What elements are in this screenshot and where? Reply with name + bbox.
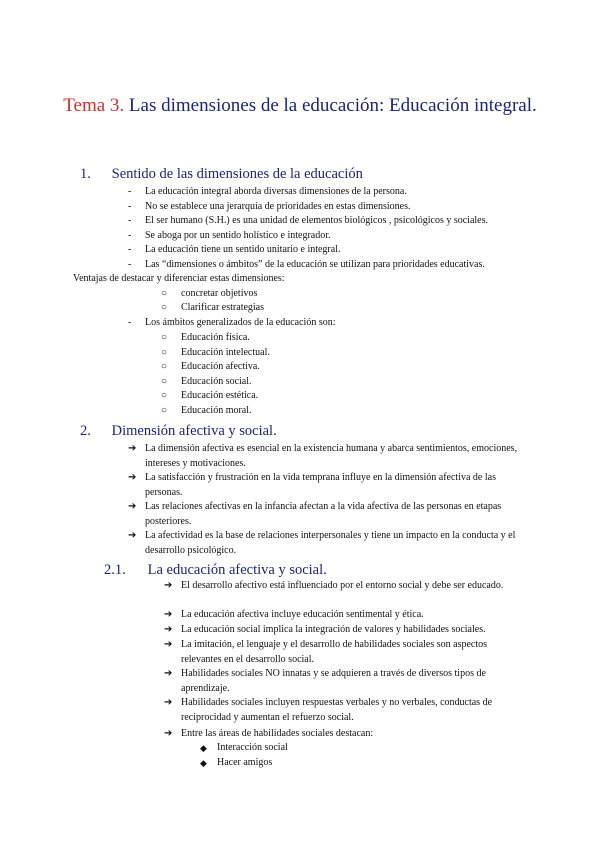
- dash-bullet: -: [128, 215, 132, 226]
- dash-bullet: -: [128, 200, 132, 212]
- section-1-title: Sentido de las dimensiones de la educación: [111, 166, 363, 182]
- dash-bullet: -: [128, 244, 132, 255]
- dash-bullet: -: [128, 317, 132, 328]
- section-1-number: 1.: [80, 166, 91, 182]
- dash-bullet: -: [128, 229, 132, 241]
- section-2-1-title: La educación afectiva y social.: [147, 562, 327, 578]
- arrow-bullet: ➔: [128, 530, 137, 541]
- arrow-bullet: ➔: [164, 639, 173, 650]
- list-item: No se establece una jerarquía de prioridades en estas dimensiones.: [145, 200, 411, 212]
- ventaja-item: concretar objetivos: [181, 287, 258, 299]
- ambito-item: Educación social.: [181, 375, 252, 387]
- list-item: Habilidades sociales NO innatas y se adquieren a través de diversos tipos de aprendizaje.: [181, 668, 486, 694]
- list-item: La dimensión afectiva es esencial en la existencia humana y abarca sentimientos, emociones, intereses y motivaciones.: [145, 443, 518, 469]
- area-item: Hacer amigos: [217, 757, 273, 768]
- title-tema: Tema 3.: [63, 95, 125, 116]
- ventajas-intro: Ventajas de destacar y diferenciar estas dimensiones:: [73, 273, 285, 284]
- circle-bullet: ○: [161, 332, 168, 343]
- circle-bullet: ○: [161, 287, 168, 299]
- arrow-bullet: ➔: [164, 728, 173, 739]
- arrow-bullet: ➔: [164, 697, 173, 708]
- diamond-bullet: ◆: [200, 758, 207, 768]
- list-item: Entre las áreas de habilidades sociales destacan:: [181, 728, 374, 739]
- arrow-bullet: ➔: [164, 609, 173, 620]
- section-2-1-heading: [104, 561, 327, 579]
- list-item: El desarrollo afectivo está influenciado por el entorno social y debe ser educado.: [181, 580, 504, 591]
- list-item: El ser humano (S.H.) es una unidad de elementos biológicos , psicológicos y sociales.: [145, 215, 488, 226]
- title-text: Las dimensiones de la educación: Educación integral.: [128, 95, 537, 116]
- section-2-heading: [80, 422, 277, 440]
- ambito-item: Educación moral.: [181, 404, 252, 416]
- circle-bullet: ○: [161, 390, 168, 401]
- area-item: Interacción social: [217, 742, 288, 753]
- arrow-bullet: ➔: [164, 668, 173, 679]
- ambito-item: Educación física.: [181, 332, 250, 343]
- dash-bullet: -: [128, 258, 132, 270]
- list-item: La educación afectiva incluye educación sentimental y ética.: [181, 609, 424, 620]
- list-item: La educación integral aborda diversas dimensiones de la persona.: [145, 186, 407, 197]
- ambito-item: Educación intelectual.: [181, 346, 270, 358]
- list-item: La imitación, el lenguaje y el desarrollo de habilidades sociales son aspectos relevantes en el desarrollo social.: [181, 639, 488, 665]
- list-item: La educación tiene un sentido unitario e integral.: [145, 244, 341, 255]
- ambitos-intro: Los ámbitos generalizados de la educación son:: [145, 317, 336, 328]
- diamond-bullet: ◆: [200, 743, 207, 753]
- list-item: Las “dimensiones o ámbitos” de la educación se utilizan para prioridades educativas.: [145, 258, 485, 270]
- arrow-bullet: ➔: [128, 443, 137, 454]
- circle-bullet: ○: [161, 302, 168, 313]
- circle-bullet: ○: [161, 346, 168, 358]
- arrow-bullet: ➔: [128, 472, 137, 483]
- ambito-item: Educación estética.: [181, 390, 259, 401]
- list-item: Habilidades sociales incluyen respuestas verbales y no verbales, conductas de reciprocidad y aumentan el refuerzo social.: [181, 697, 493, 723]
- arrow-bullet: ➔: [164, 624, 173, 635]
- circle-bullet: ○: [161, 404, 168, 416]
- section-2-number: 2.: [80, 423, 91, 439]
- section-2-1-number: 2.1.: [104, 562, 126, 578]
- ventaja-item: Clarificar estrategias: [181, 302, 265, 313]
- section-1-heading: [80, 165, 363, 183]
- arrow-bullet: ➔: [128, 501, 137, 512]
- list-item: La educación social implica la integración de valores y habilidades sociales.: [181, 624, 486, 635]
- list-item: Se aboga por un sentido holístico e integrador.: [145, 229, 331, 241]
- dash-bullet: -: [128, 186, 132, 197]
- page-title: [60, 92, 540, 120]
- circle-bullet: ○: [161, 375, 168, 387]
- circle-bullet: ○: [161, 361, 168, 372]
- section-2-title: Dimensión afectiva y social.: [111, 423, 277, 439]
- list-item: La satisfacción y frustración en la vida temprana influye en la dimensión afectiva de las personas.: [145, 472, 496, 498]
- list-item: La afectividad es la base de relaciones interpersonales y tiene un impacto en la conducta y el desarrollo psicológico.: [145, 530, 516, 556]
- ambito-item: Educación afectiva.: [181, 361, 260, 372]
- list-item: Las relaciones afectivas en la infancia afectan a la vida afectiva de las personas en etapas posteriores.: [145, 501, 502, 527]
- arrow-bullet: ➔: [164, 580, 173, 591]
